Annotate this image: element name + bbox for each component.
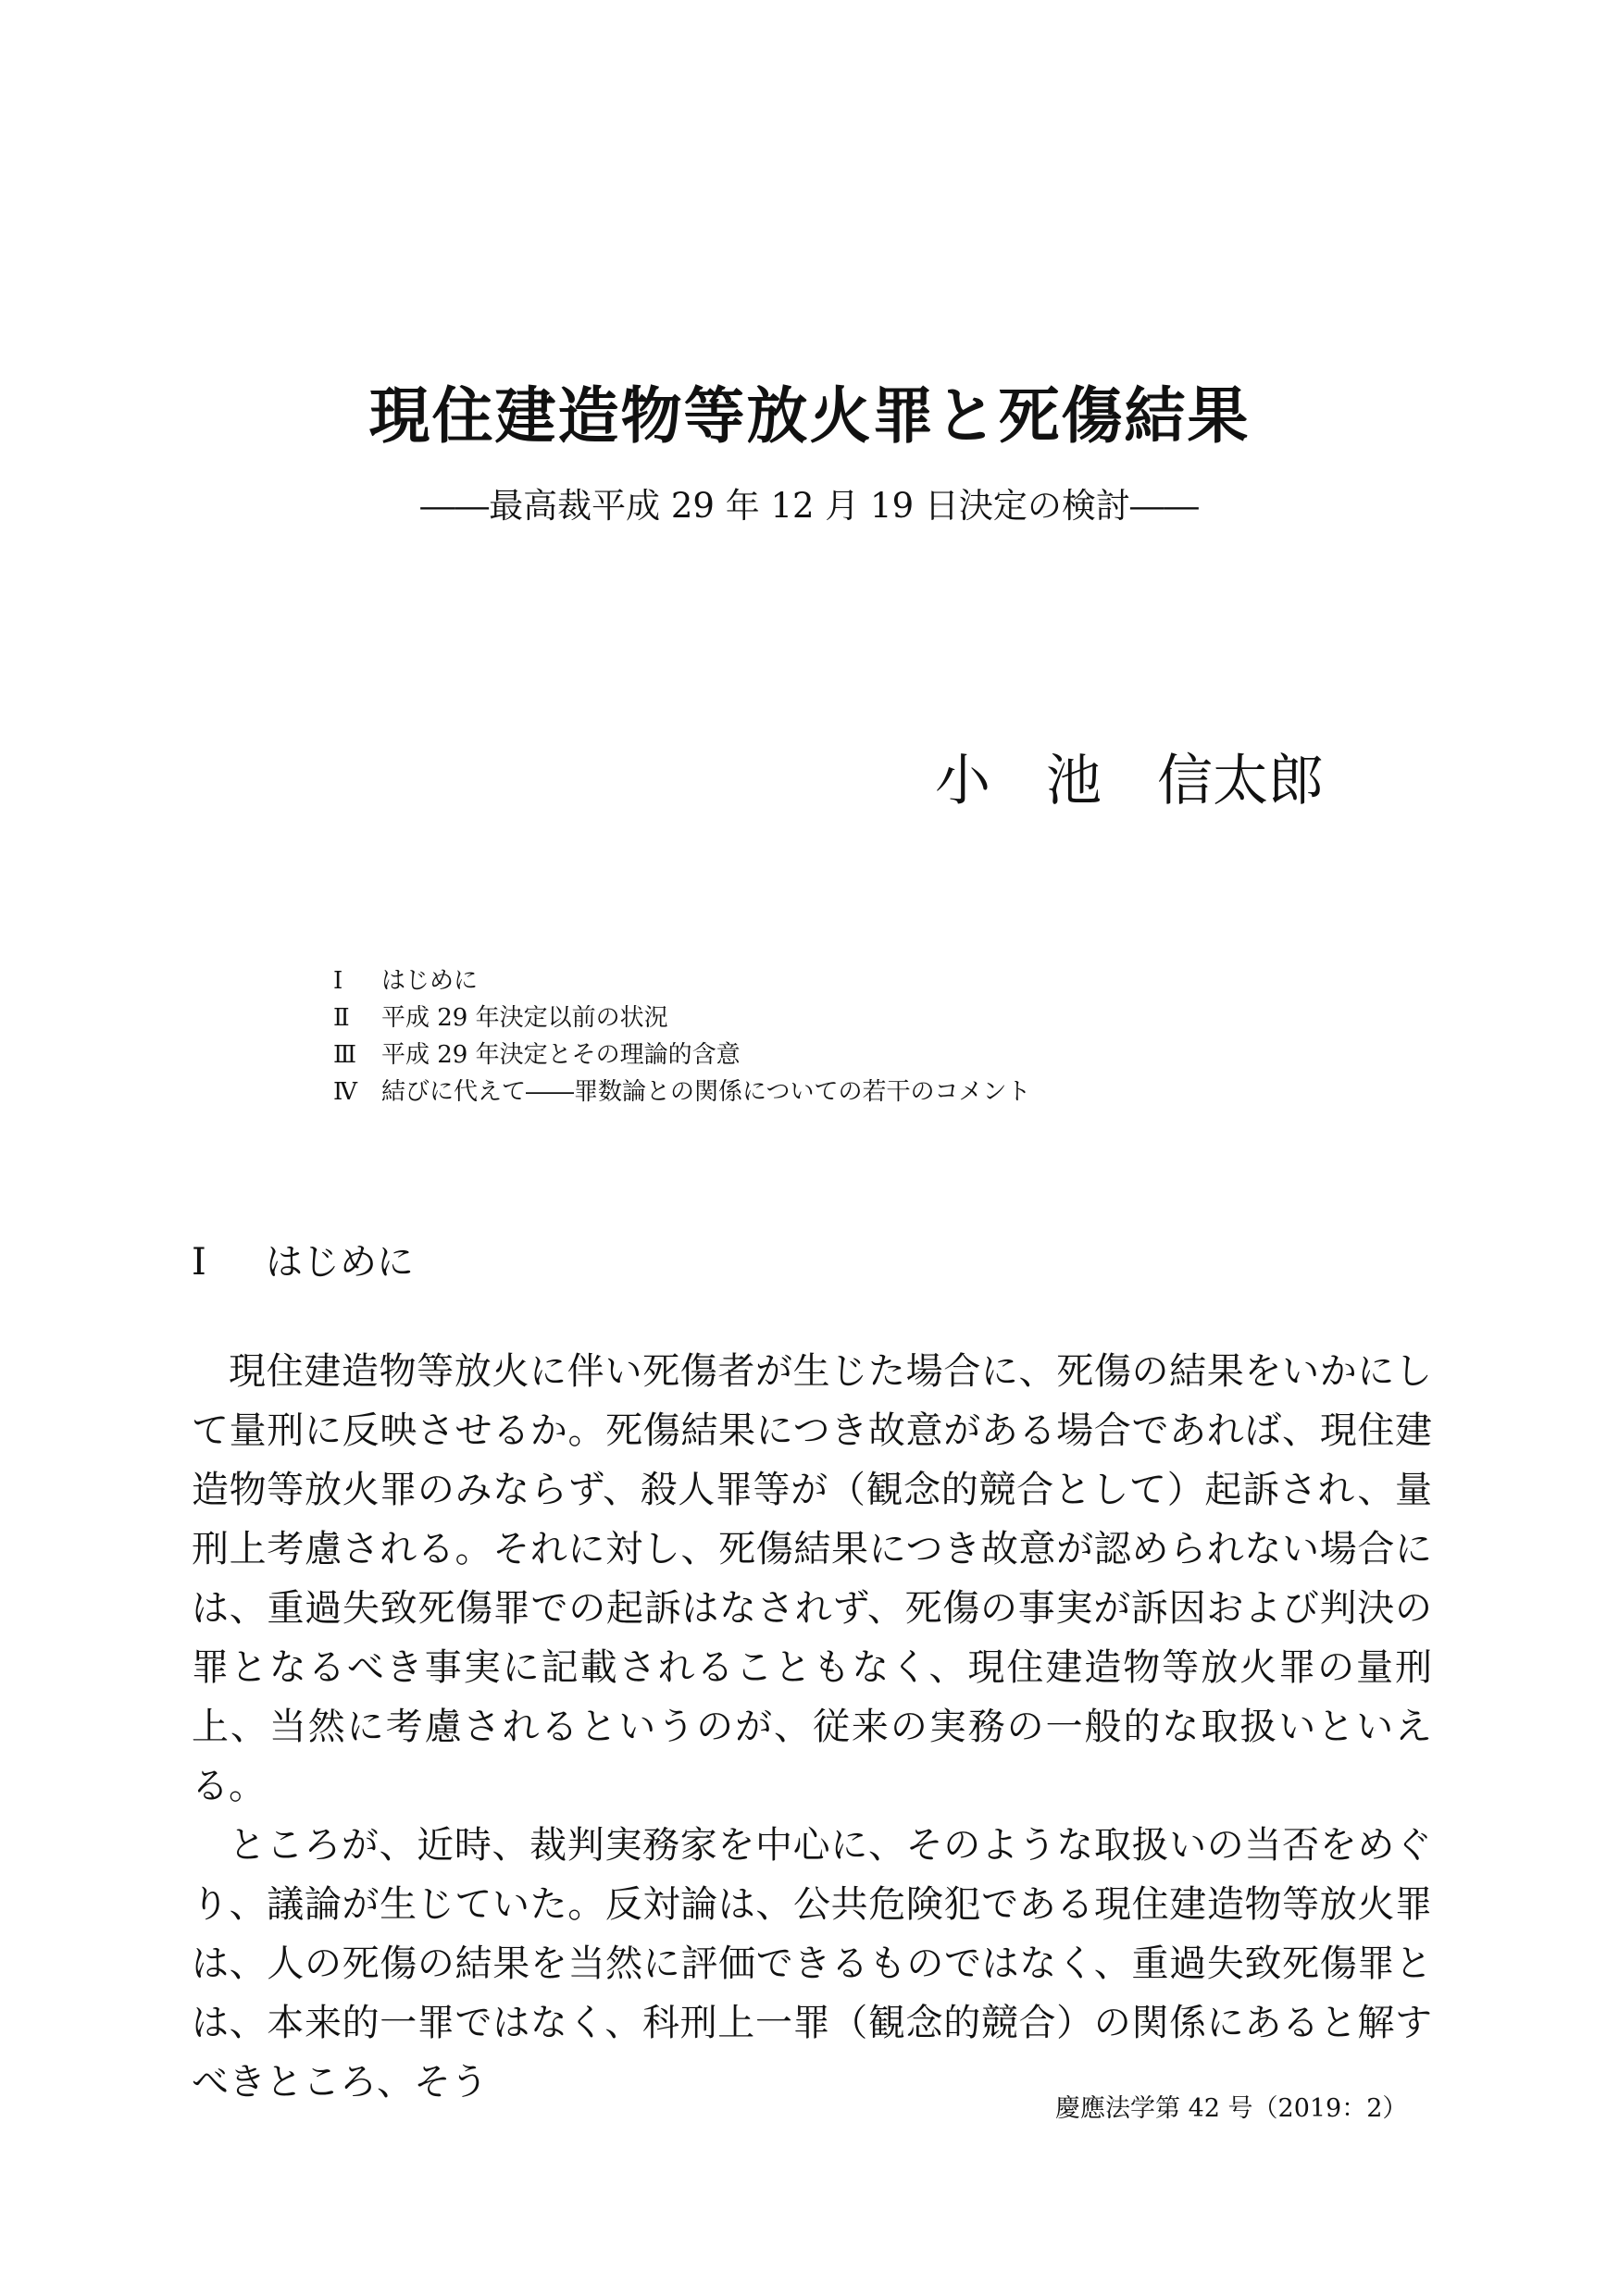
section-title: はじめに	[266, 1241, 414, 1284]
toc-item	[333, 1074, 1030, 1111]
article-subtitle: ――最高裁平成 29 年 12 月 19 日決定の検討――	[420, 486, 1199, 526]
toc-item	[333, 999, 1030, 1036]
toc-item-number: Ⅳ	[333, 1078, 357, 1106]
article-title: 現住建造物等放火罪と死傷結果	[368, 379, 1251, 452]
section-number: Ⅰ	[192, 1241, 206, 1284]
paragraph: 現住建造物等放火に伴い死傷者が生じた場合に、死傷の結果をいかにして量刑に反映させるか。死傷結果につき故意がある場合であれば、現住建造物等放火罪のみならず、殺人罪等が（観念的競合として）起訴され、量刑上考慮される。それに対し、死傷結果につき故意が認められない場合には、重過失致死傷罪での起訴はなされず、死傷の事実が訴因および判決の罪となるべき事実に記載されることもなく、現住建造物等放火罪の量刑上、当然に考慮されるというのが、従来の実務の一般的な取扱いといえる。	[192, 1350, 1432, 1807]
toc-item-number: Ⅱ	[333, 1004, 350, 1032]
body-text	[192, 1342, 1432, 2112]
toc-item	[333, 962, 1030, 999]
paragraph: ところが、近時、裁判実務家を中心に、そのような取扱いの当否をめぐり、議論が生じていた。反対論は、公共危険犯である現住建造物等放火罪は、人の死傷の結果を当然に評価できるものではなく、重過失致死傷罪とは、本来的一罪ではなく、科刑上一罪（観念的競合）の関係にあると解すべきところ、そう	[192, 1824, 1432, 2104]
author-name: 小 池 信太郎	[935, 749, 1324, 813]
journal-footer: 慶應法学第 42 号（2019：2）	[1055, 2094, 1408, 2123]
toc-item	[333, 1036, 1030, 1074]
section-heading	[192, 1240, 414, 1285]
toc-item-label: 平成 29 年決定とその理論的含意	[381, 1041, 741, 1069]
toc-item-label: 平成 29 年決定以前の状況	[381, 1004, 668, 1032]
toc-item-label: はじめに	[381, 967, 479, 995]
toc-item-number: Ⅰ	[333, 967, 343, 995]
table-of-contents	[333, 962, 1030, 1111]
toc-item-number: Ⅲ	[333, 1041, 357, 1069]
toc-item-label: 結びに代えて――罪数論との関係についての若干のコメント	[381, 1078, 1031, 1106]
